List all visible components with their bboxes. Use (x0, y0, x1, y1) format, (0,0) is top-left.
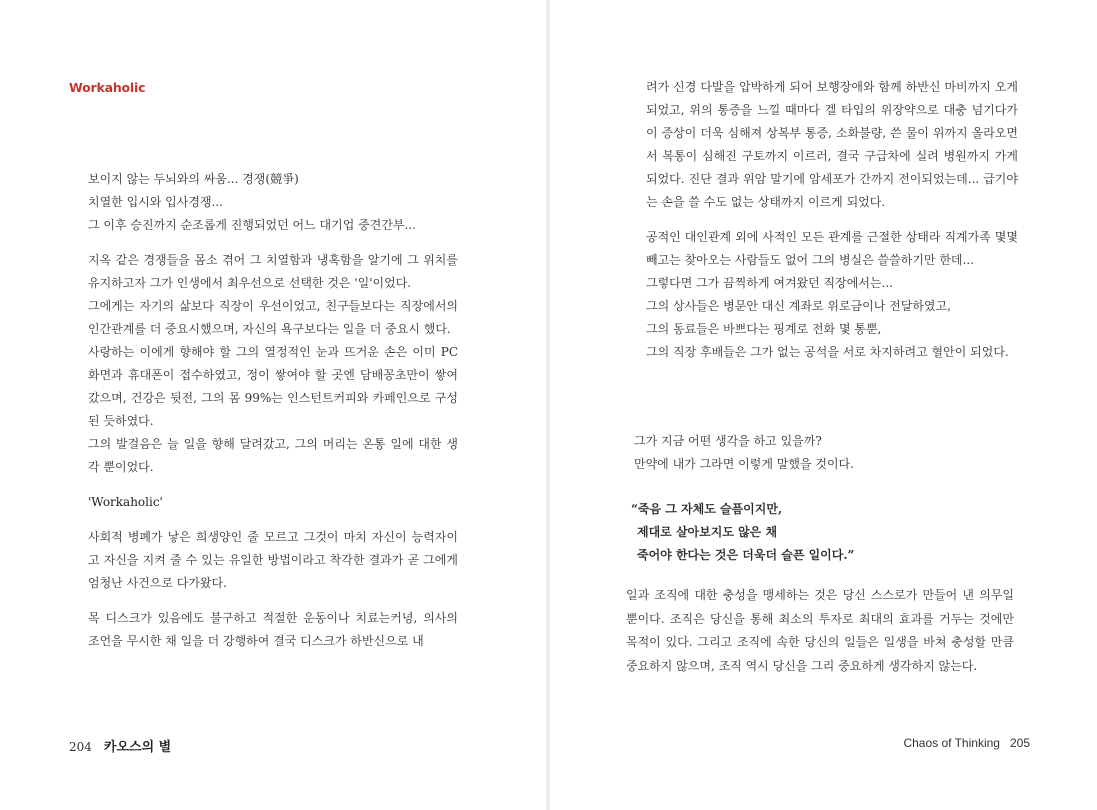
intro-line: 치열한 입시와 입사경쟁... (88, 195, 223, 209)
body-paragraph: 려가 신경 다발을 압박하게 되어 보행장애와 함께 하반신 마비까지 오게 되었고, 위의 통증을 느낄 때마다 겔 타입의 위장약으로 대충 넘기다가 이 증상이 더욱 심해져 상복부 통증, 소화불량, 쓴 물이 위까지 올라오면서 복통이 심해진 구토까지 이르러, 결국 구급차에 실려 병원까지 가게 되었다. 진단 결과 위암 말기에 암세포가 간까지 전이되었는데... 급기야는 손을 쓸 수도 없는 상태까지 이르게 되었다. (646, 80, 1018, 209)
body-paragraph: 그렇다면 그가 끔찍하게 여겨왔던 직장에서는... (646, 276, 893, 290)
workaholic-heading: 'Workaholic' (88, 495, 163, 509)
body-paragraph: 사회적 병폐가 낳은 희생양인 줄 모르고 그것이 마치 자신이 능력자이고 자신을 지켜 줄 수 있는 유일한 방법이라고 착각한 결과가 곧 그에게 엄청난 사건으로 다가왔다. (88, 530, 458, 590)
closing-paragraph (626, 584, 1014, 678)
running-title: Chaos of Thinking (903, 736, 1000, 750)
question-block (634, 430, 1014, 476)
body-paragraph: 그의 직장 후배들은 그가 없는 공석을 서로 차지하려고 혈안이 되었다. (646, 345, 1009, 359)
intro-line: 보이지 않는 두뇌와의 싸움... 경쟁(競爭) (88, 172, 299, 186)
question-line: 만약에 내가 그라면 이렇게 말했을 것이다. (634, 457, 854, 471)
body-paragraph: 그에게는 자기의 삶보다 직장이 우선이었고, 친구들보다는 직장에서의 인간관계를 더 중요시했으며, 자신의 욕구보다는 일을 더 중요시 했다. (88, 299, 458, 336)
body-paragraph: 일과 조직에 대한 충성을 맹세하는 것은 당신 스스로가 만들어 낸 의무일 뿐이다. 조직은 당신을 통해 최소의 투자로 최대의 효과를 거두는 것에만 목적이 있다. 그리고 조직에 속한 당신의 일들은 일생을 바쳐 충성할 만큼 중요하지 않으며, 조직 역시 당신을 그리 중요하게 생각하지 않는다. (626, 588, 1014, 673)
book-title: 카오스의 별 (103, 740, 172, 755)
pull-quote (631, 498, 1011, 567)
body-paragraph: 그의 발걸음은 늘 일을 향해 달려갔고, 그의 머리는 온통 일에 대한 생각 뿐이었다. (88, 437, 458, 474)
quote-line: 제대로 살아보지도 않은 채 (637, 525, 778, 539)
page-number: 204 (69, 740, 92, 754)
body-paragraph: 사랑하는 이에게 향해야 할 그의 열정적인 눈과 뜨거운 손은 이미 PC 화면과 휴대폰이 접수하였고, 정이 쌓여야 할 곳엔 담배꽁초만이 쌓여갔으며, 건강은 뒷전, 그의 몸 99%는 인스턴트커피와 카페인으로 구성된 듯하였다. (88, 345, 458, 428)
intro-line: 그 이후 승진까지 순조롭게 진행되었던 어느 대기업 중견간부... (88, 218, 416, 232)
question-line: 그가 지금 어떤 생각을 하고 있을까? (634, 434, 822, 448)
book-gutter (546, 0, 550, 810)
quote-line: “죽음 그 자체도 슬픔이지만, (631, 502, 783, 516)
section-label: Workaholic (69, 80, 146, 95)
body-paragraph: 지옥 같은 경쟁들을 몸소 겪어 그 치열함과 냉혹함을 알기에 그 위치를 유지하고자 그가 인생에서 최우선으로 선택한 것은 '일'이었다. (88, 253, 458, 290)
left-page-body (88, 168, 458, 653)
page-number: 205 (1009, 736, 1030, 750)
body-paragraph: 그의 동료들은 바쁘다는 핑계로 전화 몇 통뿐, (646, 322, 882, 336)
left-footer (69, 736, 171, 755)
body-paragraph: 그의 상사들은 병문안 대신 계좌로 위로금이나 전달하였고, (646, 299, 951, 313)
right-footer (903, 736, 1030, 750)
body-paragraph: 공적인 대인관계 외에 사적인 모든 관계를 근절한 상태라 직계가족 몇몇 빼고는 찾아오는 사람들도 없어 그의 병실은 쓸쓸하기만 한데... (646, 230, 1018, 267)
right-page-body (646, 76, 1018, 364)
body-paragraph: 목 디스크가 있음에도 불구하고 적절한 운동이나 치료는커녕, 의사의 조언을 무시한 채 일을 더 강행하여 결국 디스크가 하반신으로 내 (88, 611, 458, 648)
quote-line: 죽어야 한다는 것은 더욱더 슬픈 일이다.” (637, 548, 855, 562)
